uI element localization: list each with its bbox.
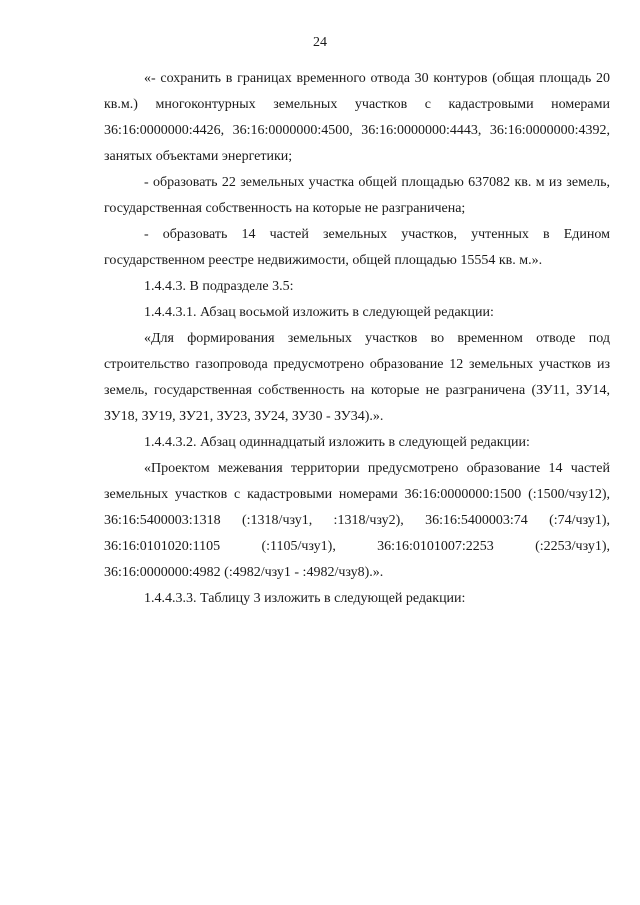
paragraph: - образовать 14 частей земельных участков, учтенных в Едином государственном реестре недвижимости, общей площадью 15554 кв. м.». — [104, 227, 610, 268]
paragraph: 1.4.4.3.1. Абзац восьмой изложить в следующей редакции: — [144, 305, 494, 320]
paragraph: «Проектом межевания территории предусмотрено образование 14 частей земельных участков с кадастровыми номерами 36:16:0000000:1500 (:1500/чзу12), 36:16:5400003:1318 (:1318/чзу1, :1318/чзу2), 36:16:5400003:74 (:74/чзу1), 36:16:0101020:1105 (:1105/чзу1), 36:16:0101007:2253 (:2253/чзу1), 36:16:0000000:4982 (:4982/чзу1 - :4982/чзу8).». — [104, 461, 610, 580]
paragraph: 1.4.4.3.3. Таблицу 3 изложить в следующей редакции: — [144, 591, 466, 606]
paragraph: «Для формирования земельных участков во временном отводе под строительство газопровода предусмотрено образование 12 земельных участков из земель, государственная собственность на которые не разграничена (ЗУ11, ЗУ14, ЗУ18, ЗУ19, ЗУ21, ЗУ23, ЗУ24, ЗУ30 - ЗУ34).». — [104, 331, 610, 424]
paragraph: «- сохранить в границах временного отвода 30 контуров (общая площадь 20 кв.м.) многоконтурных земельных участков с кадастровыми номерами 36:16:0000000:4426, 36:16:0000000:4500, 36:16:0000000:4443, 36:16:0000000:4392, занятых объектами энергетики; — [104, 71, 610, 164]
paragraph: 1.4.4.3.2. Абзац одиннадцатый изложить в следующей редакции: — [144, 435, 530, 450]
paragraph: - образовать 22 земельных участка общей площадью 637082 кв. м из земель, государственная собственность на которые не разграничена; — [104, 175, 610, 216]
document-body — [104, 66, 610, 612]
paragraph: 1.4.4.3. В подразделе 3.5: — [144, 279, 294, 294]
page-number: 24 — [313, 35, 327, 50]
